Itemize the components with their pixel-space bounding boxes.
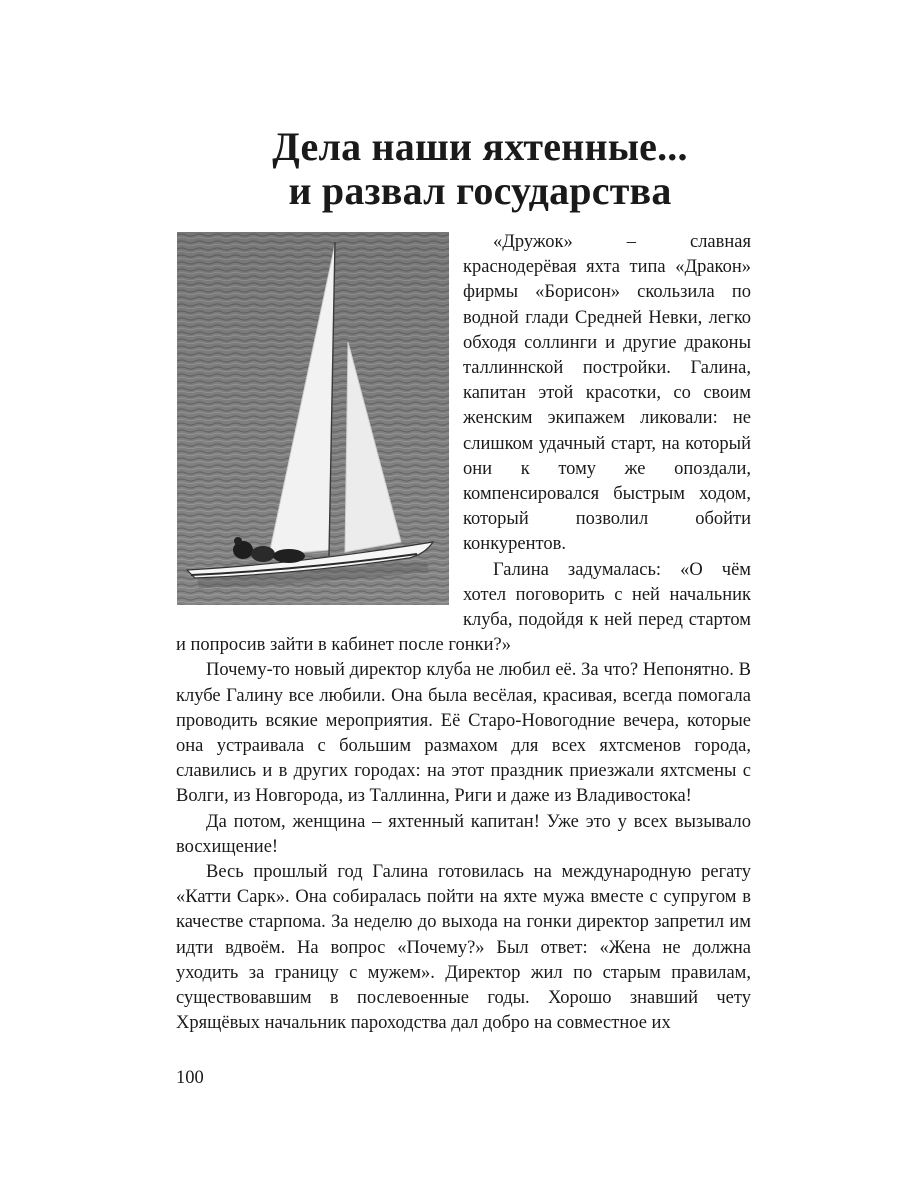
page-number: 100 — [176, 1068, 204, 1088]
chapter-title-line-1: Дела наши яхтенные... — [272, 124, 688, 169]
paragraph-4: Да потом, женщина – яхтенный капитан! Уже это у всех вызывало восхищение! — [176, 811, 751, 857]
figure-wrap-space — [176, 230, 463, 622]
chapter-title — [150, 125, 810, 213]
chapter-title-line-2: и развал государства — [288, 168, 672, 213]
paragraph-5: Весь прошлый год Галина готовилась на международную регату «Катти Сарк». Она собиралась пойти на яхте мужа вместе с супругом в качестве старпома. За неделю до выхода на гонки директор запретил им идти вдвоём. На вопрос «Почему?» Был ответ: «Жена не должна уходить за границу с мужем». Директор жил по старым правилам, существовавшим в послевоенные годы. Хорошо знавший чету Хрящёвых начальник пароходства дал добро на совместное их — [176, 862, 751, 1034]
paragraph-1: «Дружок» – славная краснодерёвая яхта типа «Дракон» фирмы «Борисон» скользила по водной глади Средней Невки, легко обходя соллинги и другие драконы таллиннской постройки. Галина, капитан этой красотки, со своим женским экипажем ликовали: не слишком удачный старт, на который они к тому же опоздали, компенсировался быстрым ходом, который позволил обойти конкурентов. — [463, 232, 751, 555]
body-text — [176, 230, 751, 1037]
paragraph-2: Галина задумалась: «О чём хотел поговорить с ней начальник клуба, подойдя к ней перед стартом и попросив зайти в кабинет после гонки?» — [176, 559, 751, 656]
paragraph-3: Почему-то новый директор клуба не любил её. За что? Непонятно. В клубе Галину все любили. Она была весёлая, красивая, всегда помогала проводить всякие мероприятия. Её Старо-Новогодние вечера, которые она устраивала с большим размахом для всех яхтсменов города, славились и в других городах: на этот праздник приезжали яхтсмены с Волги, из Новгорода, из Таллинна, Риги и даже из Владивостока! — [176, 660, 751, 807]
